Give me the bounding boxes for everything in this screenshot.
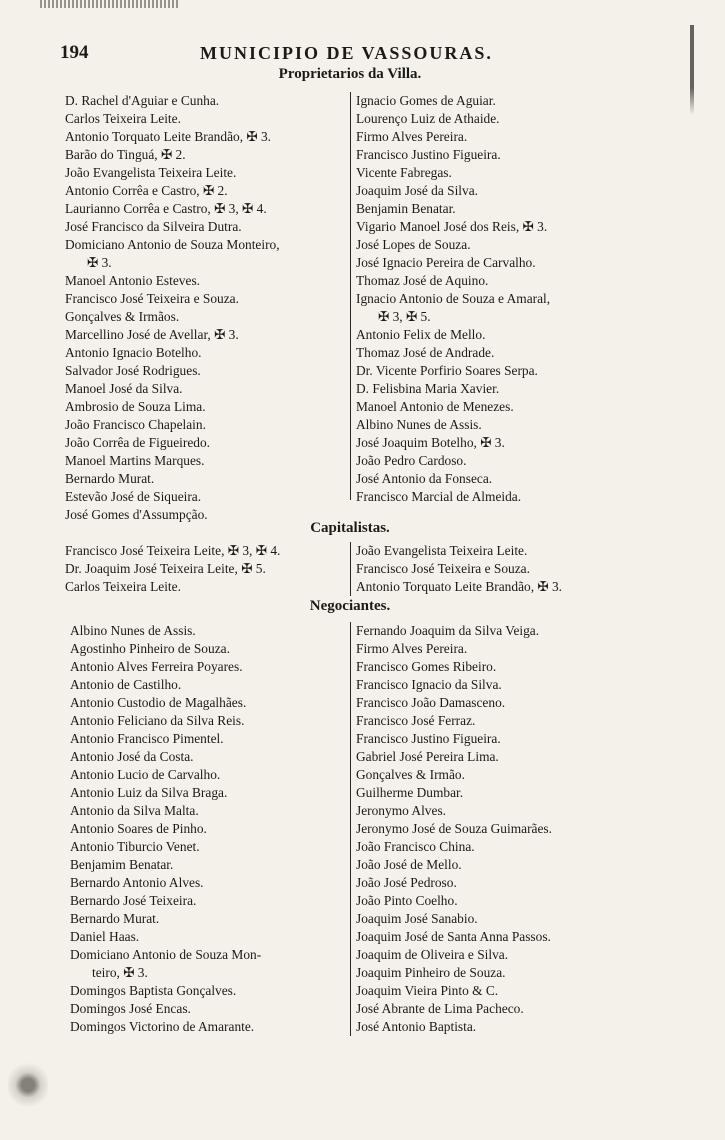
section-title-capitalistas: Capitalistas. [310, 520, 390, 536]
list-entry: José Lopes de Souza. [356, 237, 471, 252]
list-entry: José Abrante de Lima Pacheco. [356, 1001, 524, 1016]
list-entry: Francisco José Teixeira e Souza. [65, 291, 239, 306]
list-entry: Domingos Victorino de Amarante. [70, 1019, 255, 1034]
margin-ink-mark [690, 25, 694, 115]
list-entry: Manoel Martins Marques. [65, 453, 205, 468]
proprietarios-left-column [65, 92, 350, 524]
list-entry: Agostinho Pinheiro de Souza. [70, 641, 230, 656]
list-entry: Joaquim Pinheiro de Souza. [356, 965, 506, 980]
list-entry: Manoel Antonio de Menezes. [356, 399, 514, 414]
list-entry: Bernardo Antonio Alves. [70, 875, 204, 890]
list-entry: Vigario Manoel José dos Reis, ✠ 3. [356, 219, 548, 234]
list-entry: João Francisco Chapelain. [65, 417, 206, 432]
list-entry: João Pedro Cardoso. [356, 453, 467, 468]
list-entry: José Ignacio Pereira de Carvalho. [356, 255, 536, 270]
list-entry: Gonçalves & Irmão. [356, 767, 465, 782]
list-entry: Francisco José Ferraz. [356, 713, 476, 728]
list-entry: João José de Mello. [356, 857, 462, 872]
list-entry: Fernando Joaquim da Silva Veiga. [356, 623, 540, 638]
top-edge-print-bleed [40, 0, 180, 8]
list-entry: Carlos Teixeira Leite. [65, 579, 181, 594]
list-entry: Joaquim José de Santa Anna Passos. [356, 929, 551, 944]
list-entry: Antonio Corrêa e Castro, ✠ 2. [65, 183, 228, 198]
section-title-negociantes: Negociantes. [309, 598, 391, 614]
list-entry: ✠ 3, ✠ 5. [378, 309, 431, 324]
negociantes-left-column [70, 622, 350, 1036]
list-entry: João Evangelista Teixeira Leite. [65, 165, 237, 180]
list-entry: Antonio Felix de Mello. [356, 327, 486, 342]
list-entry: Antonio Custodio de Magalhães. [70, 695, 247, 710]
list-entry: Joaquim de Oliveira e Silva. [356, 947, 509, 962]
ink-smudge [8, 1060, 48, 1110]
list-entry: Antonio Torquato Leite Brandão, ✠ 3. [356, 579, 563, 594]
list-entry: Domiciano Antonio de Souza Monteiro, [65, 237, 280, 252]
list-entry: Lourenço Luiz de Athaide. [356, 111, 500, 126]
list-entry: Dr. Vicente Porfirio Soares Serpa. [356, 363, 538, 378]
list-entry: Marcellino José de Avellar, ✠ 3. [65, 327, 239, 342]
list-entry: Antonio Feliciano da Silva Reis. [70, 713, 245, 728]
list-entry: Joaquim José da Silva. [356, 183, 478, 198]
list-entry: Joaquim Vieira Pinto & C. [356, 983, 499, 998]
list-entry: Antonio Tiburcio Venet. [70, 839, 200, 854]
list-entry: José Antonio Baptista. [356, 1019, 477, 1034]
list-entry: Bernardo José Teixeira. [70, 893, 197, 908]
list-entry: Manoel Antonio Esteves. [65, 273, 201, 288]
list-entry: Francisco Justino Figueira. [356, 147, 501, 162]
list-entry: Daniel Haas. [70, 929, 140, 944]
list-entry: Guilherme Dumbar. [356, 785, 464, 800]
list-entry: Thomaz José de Aquino. [356, 273, 489, 288]
list-entry: Firmo Alves Pereira. [356, 641, 468, 656]
negociantes-right-column [350, 622, 656, 1036]
list-entry: teiro, ✠ 3. [92, 965, 148, 980]
list-entry: Albino Nunes de Assis. [356, 417, 482, 432]
list-entry: Gonçalves & Irmãos. [65, 309, 180, 324]
capitalistas-right-column [350, 542, 656, 596]
list-entry: Ignacio Gomes de Aguiar. [356, 93, 496, 108]
list-entry: Antonio Lucio de Carvalho. [70, 767, 221, 782]
list-entry: Domingos José Encas. [70, 1001, 191, 1016]
list-entry: Antonio Francisco Pimentel. [70, 731, 224, 746]
list-entry: D. Rachel d'Aguiar e Cunha. [65, 93, 220, 108]
list-entry: Vicente Fabregas. [356, 165, 452, 180]
list-entry: Domiciano Antonio de Souza Mon- [70, 947, 262, 962]
list-entry: Salvador José Rodrigues. [65, 363, 201, 378]
list-entry: Francisco José Teixeira Leite, ✠ 3, ✠ 4. [65, 543, 281, 558]
page-header [60, 42, 645, 68]
list-entry: Jeronymo José de Souza Guimarães. [356, 821, 552, 836]
list-entry: Francisco Gomes Ribeiro. [356, 659, 497, 674]
list-entry: Jeronymo Alves. [356, 803, 447, 818]
list-entry: João José Pedroso. [356, 875, 457, 890]
list-entry: Antonio José da Costa. [70, 749, 194, 764]
list-entry: Antonio Ignacio Botelho. [65, 345, 202, 360]
list-entry: Manoel José da Silva. [65, 381, 183, 396]
list-entry: João Evangelista Teixeira Leite. [356, 543, 528, 558]
list-entry: Francisco Justino Figueira. [356, 731, 501, 746]
list-entry: Francisco Ignacio da Silva. [356, 677, 502, 692]
list-entry: Antonio Luiz da Silva Braga. [70, 785, 228, 800]
capitalistas-left-column [65, 542, 350, 596]
list-entry: Laurianno Corrêa e Castro, ✠ 3, ✠ 4. [65, 201, 267, 216]
list-entry: João Pinto Coelho. [356, 893, 458, 908]
proprietarios-right-column [350, 92, 656, 504]
section-title-proprietarios: Proprietarios da Villa. [278, 66, 422, 82]
list-entry: Ambrosio de Souza Lima. [65, 399, 206, 414]
list-entry: Antonio Alves Ferreira Poyares. [70, 659, 243, 674]
list-entry: Joaquim José Sanabio. [356, 911, 478, 926]
running-title: MUNICIPIO DE VASSOURAS. [200, 43, 493, 63]
list-entry: Bernardo Murat. [70, 911, 160, 926]
list-entry: José Gomes d'Assumpção. [65, 507, 208, 522]
list-entry: José Antonio da Fonseca. [356, 471, 493, 486]
list-entry: Francisco João Damasceno. [356, 695, 506, 710]
list-entry: Antonio Soares de Pinho. [70, 821, 207, 836]
list-entry: José Francisco da Silveira Dutra. [65, 219, 242, 234]
list-entry: Benjamin Benatar. [356, 201, 456, 216]
list-entry: D. Felisbina Maria Xavier. [356, 381, 500, 396]
list-entry: Thomaz José de Andrade. [356, 345, 495, 360]
list-entry: Albino Nunes de Assis. [70, 623, 196, 638]
list-entry: Francisco Marcial de Almeida. [356, 489, 522, 504]
list-entry: ✠ 3. [87, 255, 112, 270]
list-entry: Domingos Baptista Gonçalves. [70, 983, 237, 998]
list-entry: Barão do Tinguá, ✠ 2. [65, 147, 186, 162]
list-entry: João Corrêa de Figueiredo. [65, 435, 211, 450]
list-entry: Estevão José de Siqueira. [65, 489, 202, 504]
list-entry: Carlos Teixeira Leite. [65, 111, 181, 126]
list-entry: Firmo Alves Pereira. [356, 129, 468, 144]
list-entry: Antonio de Castilho. [70, 677, 182, 692]
list-entry: Ignacio Antonio de Souza e Amaral, [356, 291, 551, 306]
list-entry: Francisco José Teixeira e Souza. [356, 561, 530, 576]
list-entry: Antonio da Silva Malta. [70, 803, 199, 818]
list-entry: Antonio Torquato Leite Brandão, ✠ 3. [65, 129, 272, 144]
list-entry: João Francisco China. [356, 839, 475, 854]
list-entry: Gabriel José Pereira Lima. [356, 749, 499, 764]
list-entry: José Joaquim Botelho, ✠ 3. [356, 435, 505, 450]
list-entry: Benjamim Benatar. [70, 857, 174, 872]
list-entry: Dr. Joaquim José Teixeira Leite, ✠ 5. [65, 561, 266, 576]
page-number: 194 [60, 42, 89, 63]
list-entry: Bernardo Murat. [65, 471, 155, 486]
